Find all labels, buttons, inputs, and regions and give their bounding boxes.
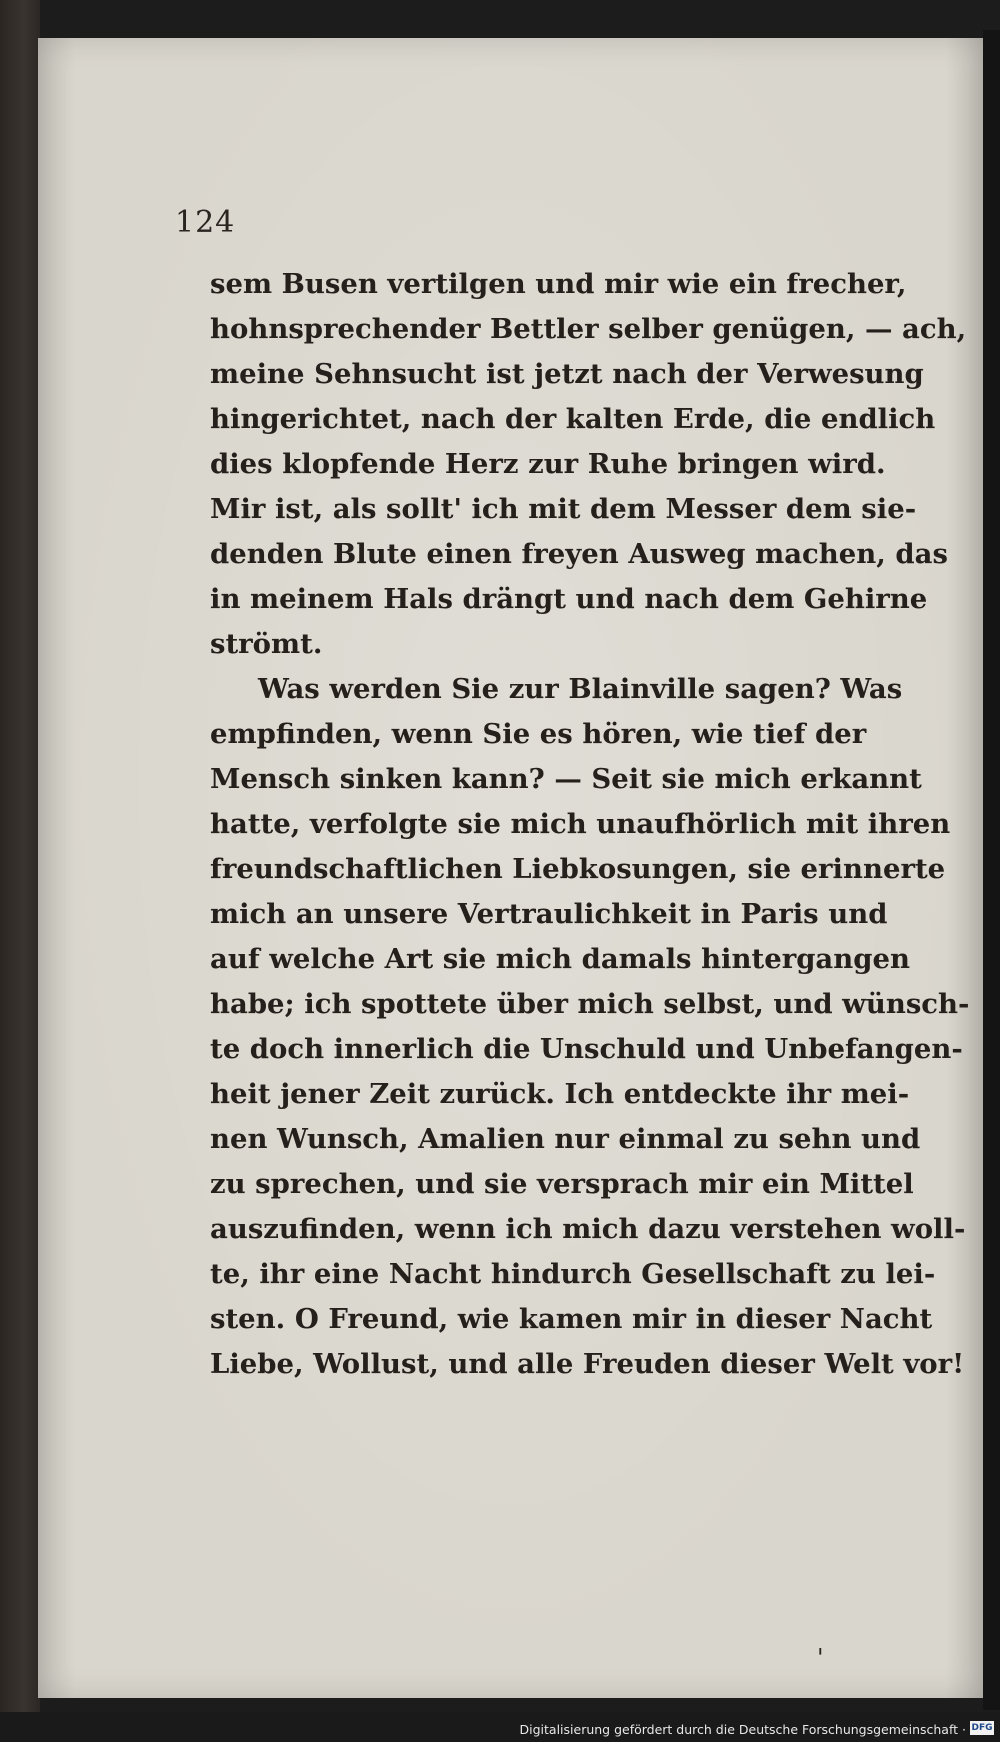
text-line: Mensch sinken kann? — Seit sie mich erkannt xyxy=(210,763,922,795)
page-number: 124 xyxy=(175,205,236,240)
bottom-mark: ' xyxy=(817,1644,824,1672)
digitization-credit: Digitalisierung gefördert durch die Deutsche Forschungsgemeinschaft · xyxy=(519,1722,966,1737)
text-line: strömt. xyxy=(210,628,323,660)
text-line: mich an unsere Vertraulichkeit in Paris und xyxy=(210,898,888,930)
text-line: auf welche Art sie mich damals hintergangen xyxy=(210,943,910,975)
text-line: hingerichtet, nach der kalten Erde, die endlich xyxy=(210,403,936,435)
text-line: Liebe, Wollust, und alle Freuden dieser Welt vor! xyxy=(210,1348,965,1380)
text-line: heit jener Zeit zurück. Ich entdeckte ihr mei- xyxy=(210,1078,910,1110)
text-line: te doch innerlich die Unschuld und Unbefangen- xyxy=(210,1033,963,1065)
text-line: Mir ist, als sollt' ich mit dem Messer dem sie- xyxy=(210,493,917,525)
text-line: denden Blute einen freyen Ausweg machen, das xyxy=(210,538,948,570)
text-line: sem Busen vertilgen und mir wie ein frecher, xyxy=(210,268,907,300)
dfg-logo-icon: DFG xyxy=(971,1723,993,1733)
text-line: in meinem Hals drängt und nach dem Gehirne xyxy=(210,583,928,615)
text-line: dies klopfende Herz zur Ruhe bringen wird. xyxy=(210,448,886,480)
text-line: zu sprechen, und sie versprach mir ein Mittel xyxy=(210,1168,914,1200)
text-line-paragraph-start: Was werden Sie zur Blainville sagen? Was xyxy=(258,673,903,705)
text-line: freundschaftlichen Liebkosungen, sie erinnerte xyxy=(210,853,946,885)
text-line: meine Sehnsucht ist jetzt nach der Verwesung xyxy=(210,358,924,390)
text-line: hatte, verfolgte sie mich unaufhörlich mit ihren xyxy=(210,808,951,840)
body-text xyxy=(210,262,970,1387)
text-line: sten. O Freund, wie kamen mir in dieser Nacht xyxy=(210,1303,933,1335)
text-line: hohnsprechender Bettler selber genügen, — ach, xyxy=(210,313,967,345)
text-line: empfinden, wenn Sie es hören, wie tief der xyxy=(210,718,867,750)
text-line: te, ihr eine Nacht hindurch Gesellschaft zu lei- xyxy=(210,1258,936,1290)
text-line: auszufinden, wenn ich mich dazu verstehen woll- xyxy=(210,1213,966,1245)
book-binding-edge xyxy=(0,0,40,1742)
text-line: habe; ich spottete über mich selbst, und wünsch- xyxy=(210,988,970,1020)
page-right-edge xyxy=(983,30,1000,1710)
text-line: nen Wunsch, Amalien nur einmal zu sehn und xyxy=(210,1123,921,1155)
